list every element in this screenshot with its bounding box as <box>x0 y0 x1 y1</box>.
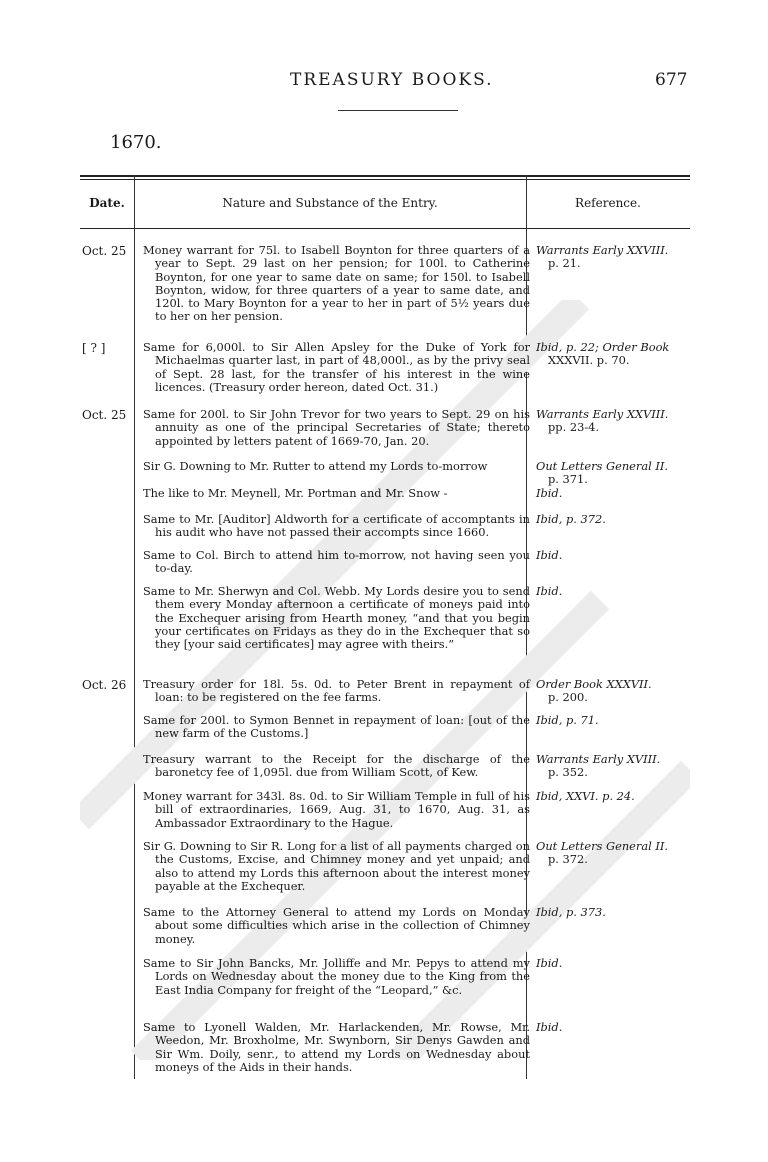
reference-sub: p. 352. <box>548 765 588 780</box>
entry-text: Treasury order for 18l. 5s. 0d. to Peter Brent in repayment of loan: to be registered on the fee farms. <box>143 677 530 705</box>
reference-sub: p. 200. <box>548 690 588 705</box>
entry-reference <box>536 341 686 368</box>
reference-sub: p. 21. <box>548 256 581 271</box>
entry-reference <box>536 585 686 598</box>
entry-reference <box>536 714 686 727</box>
entry-text: Same for 200l. to Sir John Trevor for two years to Sept. 29 on his annuity as one of the principal Secretaries of State; thereto appointed by letters patent of 1669-70, Jan. 20. <box>143 407 530 448</box>
reference-sub: pp. 23-4. <box>548 420 600 435</box>
entry-reference <box>536 513 686 526</box>
table-top-rule <box>80 175 690 177</box>
reference-sub: p. 372. <box>548 852 588 867</box>
entry-reference <box>536 906 686 919</box>
entry-text: Same to Sir John Bancks, Mr. Jolliffe and Mr. Pepys to attend my Lords on Wednesday about the money due to the King from the East India Company for freight of the “Leopard,” &c. <box>143 956 530 997</box>
entry-text: Same for 6,000l. to Sir Allen Apsley for the Duke of York for Michaelmas quarter last, in part of 48,000l., as by the privy seal of Sept. 28 last, for the transfer of his interest in the wine licences. (Treasury order hereon, dated Oct. 31.) <box>143 340 530 394</box>
reference-main: Ibid, p. 22; Order Book <box>536 340 670 354</box>
reference-main: Ibid, p. 372. <box>536 512 606 526</box>
entry-text: Treasury warrant to the Receipt for the discharge of the baronetcy fee of 1,095l. due from William Scott, of Kew. <box>143 752 530 780</box>
entry-date: Oct. 25 <box>82 408 127 422</box>
entry-text: Same to Mr. Sherwyn and Col. Webb. My Lords desire you to send them every Monday afternoon a certificate of moneys paid into the Exchequer arising from Hearth money, “and that you begin your certificates on Fridays as they do in the Exchequer that so they [your said certificates] may agree with theirs.” <box>143 584 530 652</box>
entry-reference <box>536 840 686 867</box>
reference-sub: XXXVII. p. 70. <box>548 353 630 368</box>
header-rule <box>338 110 458 111</box>
entry-reference <box>536 460 686 487</box>
entry-reference <box>536 678 686 705</box>
reference-main: Order Book XXXVII. <box>536 677 652 691</box>
reference-main: Ibid. <box>536 1020 563 1034</box>
entry-reference <box>536 244 686 271</box>
reference-main: Out Letters General II. <box>536 459 669 473</box>
page-number: 677 <box>655 70 688 90</box>
running-head <box>0 70 768 94</box>
column-divider-date <box>134 175 135 1079</box>
reference-main: Ibid. <box>536 548 563 562</box>
entry-text: Same for 200l. to Symon Bennet in repayment of loan: [out of the new farm of the Customs.] <box>143 713 530 741</box>
entry-reference <box>536 487 686 500</box>
entry-text: Money warrant for 343l. 8s. 0d. to Sir William Temple in full of his bill of extraordinaries, 1669, Aug. 31, to 1670, Aug. 31, as Ambassador Extraordinary to the Hague. <box>143 789 530 830</box>
reference-main: Out Letters General II. <box>536 839 669 853</box>
reference-sub: p. 371. <box>548 472 588 487</box>
reference-main: Ibid. <box>536 956 563 970</box>
column-header-date: Date. <box>89 196 125 210</box>
entry-date: Oct. 26 <box>82 678 127 692</box>
table-top-rule-inner <box>80 179 690 180</box>
entry-text: Sir G. Downing to Sir R. Long for a list of all payments charged on the Customs, Excise, and Chimney money and yet unpaid; and also to attend my Lords this afternoon about the interest money payable at the Exchequer. <box>143 839 530 893</box>
page-title: TREASURY BOOKS. <box>290 70 494 90</box>
entry-text: Sir G. Downing to Mr. Rutter to attend my Lords to-morrow <box>143 459 488 473</box>
reference-main: Ibid. <box>536 486 563 500</box>
year-heading: 1670. <box>110 132 162 153</box>
entry-reference <box>536 1021 686 1034</box>
reference-main: Ibid. <box>536 584 563 598</box>
reference-main: Ibid, p. 373. <box>536 905 606 919</box>
entry-date: Oct. 25 <box>82 244 127 258</box>
reference-main: Warrants Early XVIII. <box>536 752 661 766</box>
entry-text: Same to the Attorney General to attend my Lords on Monday about some difficulties which arise in the collection of Chimney money. <box>143 905 530 946</box>
entry-reference <box>536 753 686 780</box>
reference-main: Warrants Early XXVIII. <box>536 407 669 421</box>
table-header-rule <box>80 228 690 229</box>
entry-date: [ ? ] <box>82 341 106 355</box>
entry-text: Same to Mr. [Auditor] Aldworth for a certificate of accomptants in his audit who have not passed their accompts since 1660. <box>143 512 530 540</box>
entry-reference <box>536 790 686 803</box>
column-header-reference: Reference. <box>575 196 641 210</box>
reference-main: Ibid, p. 71. <box>536 713 599 727</box>
entry-text: Money warrant for 75l. to Isabell Boynton for three quarters of a year to Sept. 29 last on her pension; for 100l. to Catherine Boynton, for one year to same date on same; for 150l. to Isabell Boynton, widow, for three quarters of a year to same date, and 120l. to Mary Boynton for a year to her in part of 5½ years due to her on her pension. <box>143 243 530 324</box>
entry-reference <box>536 549 686 562</box>
column-header-nature: Nature and Substance of the Entry. <box>222 196 438 210</box>
entry-text: The like to Mr. Meynell, Mr. Portman and Mr. Snow - <box>143 486 448 500</box>
entry-text: Same to Col. Birch to attend him to-morrow, not having seen you to-day. <box>143 548 530 576</box>
reference-main: Warrants Early XXVIII. <box>536 243 669 257</box>
entry-text: Same to Lyonell Walden, Mr. Harlackenden, Mr. Rowse, Mr. Weedon, Mr. Broxholme, Mr. Swynborn, Sir Denys Gawden and Sir Wm. Doily, senr., to attend my Lords on Wednesday about moneys of the Aids in their hands. <box>143 1020 530 1074</box>
entry-reference <box>536 957 686 970</box>
reference-main: Ibid, XXVI. p. 24. <box>536 789 635 803</box>
entry-reference <box>536 408 686 435</box>
